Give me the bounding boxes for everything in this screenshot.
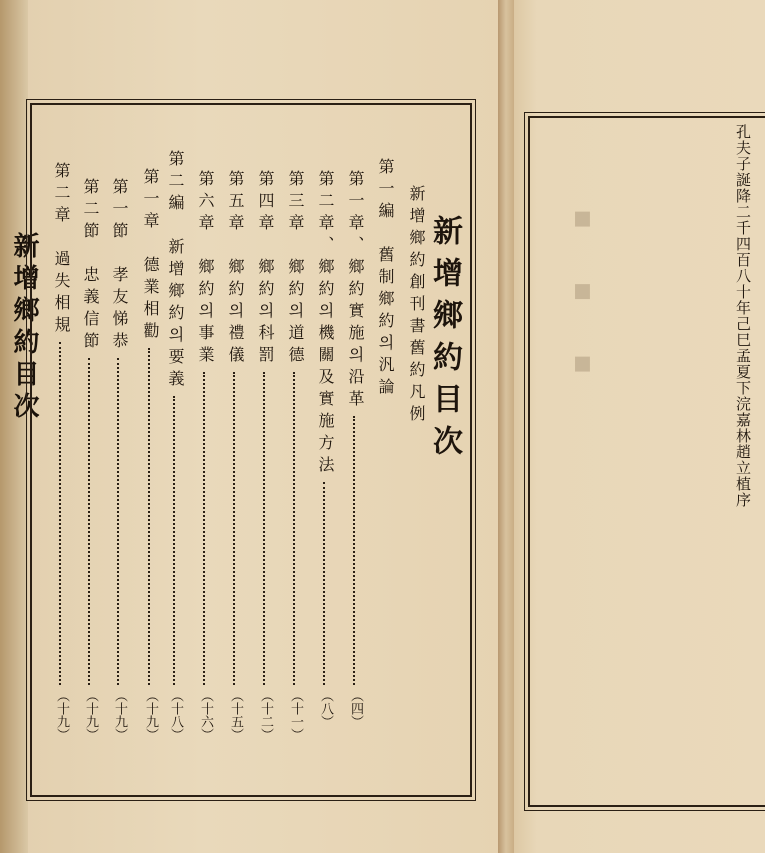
dot-leader bbox=[233, 372, 235, 685]
toc-title: 新增鄉約目次 bbox=[427, 215, 462, 467]
dot-leader bbox=[117, 358, 119, 685]
toc-entry: 第四章 鄉約의科罰 bbox=[256, 170, 275, 368]
dot-leader bbox=[263, 372, 265, 685]
dot-leader bbox=[203, 372, 205, 685]
dot-leader bbox=[148, 348, 150, 685]
toc-entry: 第六章 鄉約의事業 bbox=[196, 170, 215, 368]
toc-entry: 第二節 忠義信節 bbox=[81, 178, 100, 354]
toc-page-number: （十六） bbox=[198, 689, 213, 741]
toc-page-number: （十九） bbox=[83, 689, 98, 741]
toc-entry: 第一編 舊制鄉約의汎論 bbox=[376, 158, 395, 400]
toc-page-number: （十二） bbox=[258, 689, 273, 741]
toc-entry: 第三章 鄉約의道德 bbox=[286, 170, 305, 368]
bleed-through-mark: ▪ ▪ ▪ bbox=[565, 200, 600, 395]
spine-title: 新增鄉約目次 bbox=[9, 232, 39, 424]
preface-signature: 孔夫子誕降二千四百八十年己巳孟夏下浣嘉林趙立植序 bbox=[734, 124, 752, 508]
toc-page-number: （十一） bbox=[288, 689, 303, 741]
dot-leader bbox=[323, 482, 325, 685]
toc-page-number: （十五） bbox=[228, 689, 243, 741]
toc-entry: 第一節 孝友悌恭 bbox=[110, 178, 129, 354]
toc-entry: 第二章 過失相規 bbox=[52, 162, 71, 338]
dot-leader bbox=[88, 358, 90, 685]
dot-leader bbox=[353, 416, 355, 685]
page-edge bbox=[0, 0, 28, 853]
toc-entry: 第一章、鄉約實施의沿革 bbox=[346, 170, 365, 412]
toc-page-number: （十九） bbox=[54, 689, 69, 741]
toc-page-number: （十九） bbox=[112, 689, 127, 741]
toc-entry: 第五章 鄉約의禮儀 bbox=[226, 170, 245, 368]
dot-leader bbox=[59, 342, 61, 685]
dot-leader bbox=[173, 396, 175, 685]
toc-entry: 第二編 新增鄉約의要義 bbox=[166, 150, 185, 392]
toc-entry: 新增鄉約創刊書舊約凡例 bbox=[407, 185, 426, 427]
dot-leader bbox=[293, 372, 295, 685]
toc-page-number: （十八） bbox=[168, 689, 183, 741]
toc-page-number: （四） bbox=[348, 689, 363, 728]
preface-frame bbox=[528, 116, 765, 807]
book-gutter bbox=[498, 0, 514, 853]
toc-entry: 第二章、鄉約의機關及實施方法 bbox=[316, 170, 335, 478]
toc-page-number: （十九） bbox=[143, 689, 158, 741]
toc-page-number: （八） bbox=[318, 689, 333, 728]
toc-entry: 第一章 德業相勸 bbox=[141, 168, 160, 344]
